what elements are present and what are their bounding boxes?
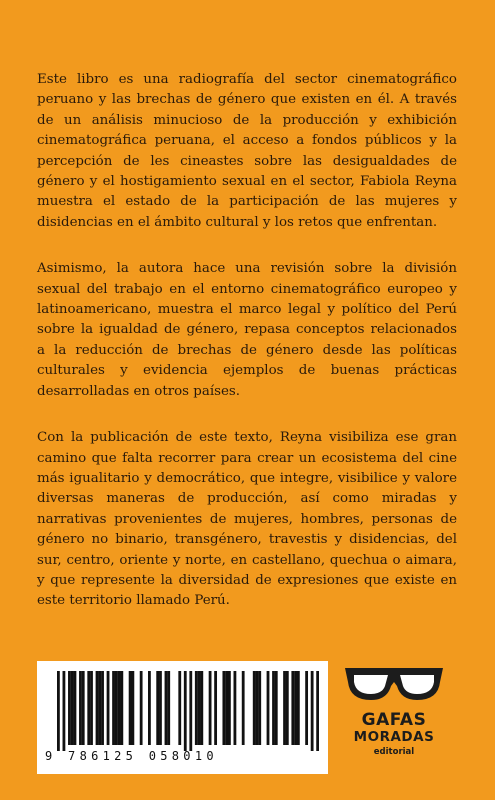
publisher-name-line2: MORADAS [353,729,435,745]
barcode-bar [316,671,319,751]
publisher-logo [339,660,449,772]
barcode-bar [286,671,289,745]
barcode-bar [57,671,60,751]
barcode-bar [112,671,115,745]
barcode-bar [214,671,217,745]
barcode-bar [148,671,151,745]
barcode-bar [115,671,118,745]
barcode-bar [79,671,82,745]
barcode-bar [107,671,110,745]
barcode-bar [294,671,297,745]
barcode-bar [131,671,134,745]
blurb-paragraph-2: Asimismo, la autora hace una revisión sobre la división sexual del trabajo en el entorno cinematográfico europeo y latinoamericano, muestra el marco legal y político del Perú sobre la igualdad de género, repasa conceptos relacionados a la reducción de brechas de género desde las políticas culturales y evidencia ejemplos de buenas prácticas desarrolladas en otros países. [37,261,457,399]
barcode-bar [159,671,162,745]
barcode-bar [209,671,212,745]
blurb-paragraph-3: Con la publicación de este texto, Reyna visibiliza ese gran camino que falta recorrer para crear un ecosistema del cine más igualitario y democrático, que integre, visibilice y valore diversas maneras de producción, así como miradas y narrativas provenientes de mujeres, hombres, personas de género no binario, transgénero, travestis y disidencias, del sur, centro, oriente y norte, en castellano, quechua o aimara, y que represente la diversidad de expresiones que existe en este territorio llamado Perú. [37,430,457,609]
barcode-bar [189,671,192,751]
barcode-bar [272,671,275,745]
barcode-bar [184,671,187,751]
barcode-bar [297,671,300,745]
barcode-bar [242,671,245,745]
barcode-bar [200,671,203,745]
barcode-bar [140,671,143,745]
barcode-bar [96,671,99,745]
barcode-bar [305,671,308,745]
barcode-bar [87,671,90,745]
blurb-paragraph-1: Este libro es una radiografía del sector cinematográfico peruano y las brechas de género que existen en él. A través de un análisis minucioso de la producción y exhibición cinematográfica peruana, el acceso a fondos públicos y la percepción de les cineastes sobre las desigualdades de género y el hostigamiento sexual en el sector, Fabiola Reyna muestra el estado de la participación de las mujeres y disidencias en el ámbito cultural y los retos que enfrentan. [37,72,457,230]
barcode-bar [74,671,77,745]
barcode-bar [291,671,294,745]
barcode-bar [118,671,121,745]
barcode-bar [156,671,159,745]
barcode-bar [258,671,261,745]
back-cover-blurb [37,70,457,638]
publisher-name-line1: GAFAS [361,710,427,730]
isbn-barcode [37,661,328,774]
barcode-bar [225,671,228,745]
glasses-icon [339,660,449,708]
publisher-tagline: editorial [373,747,415,757]
barcode-bar [311,671,314,751]
barcode-bar [167,671,170,745]
barcode-bar [129,671,132,745]
barcode-bar [198,671,201,745]
barcode-bar [63,671,66,751]
barcode-bar [71,671,74,745]
barcode-bar [275,671,278,745]
barcode-bar [234,671,237,745]
barcode-bar [68,671,71,745]
barcode-bar [165,671,168,745]
barcode-bar [195,671,198,745]
barcode-bar [256,671,259,745]
barcode-bar [98,671,101,745]
barcode-bar [253,671,256,745]
barcode-bars [57,671,319,751]
barcode-bar [82,671,85,745]
barcode-bar [228,671,231,745]
barcode-bar [178,671,181,745]
isbn-number: 9 786125 058010 [45,749,218,763]
barcode-bar [101,671,104,745]
barcode-bar [120,671,123,745]
barcode-bar [267,671,270,745]
barcode-bar [283,671,286,745]
barcode-bar [90,671,93,745]
barcode-bar [222,671,225,745]
